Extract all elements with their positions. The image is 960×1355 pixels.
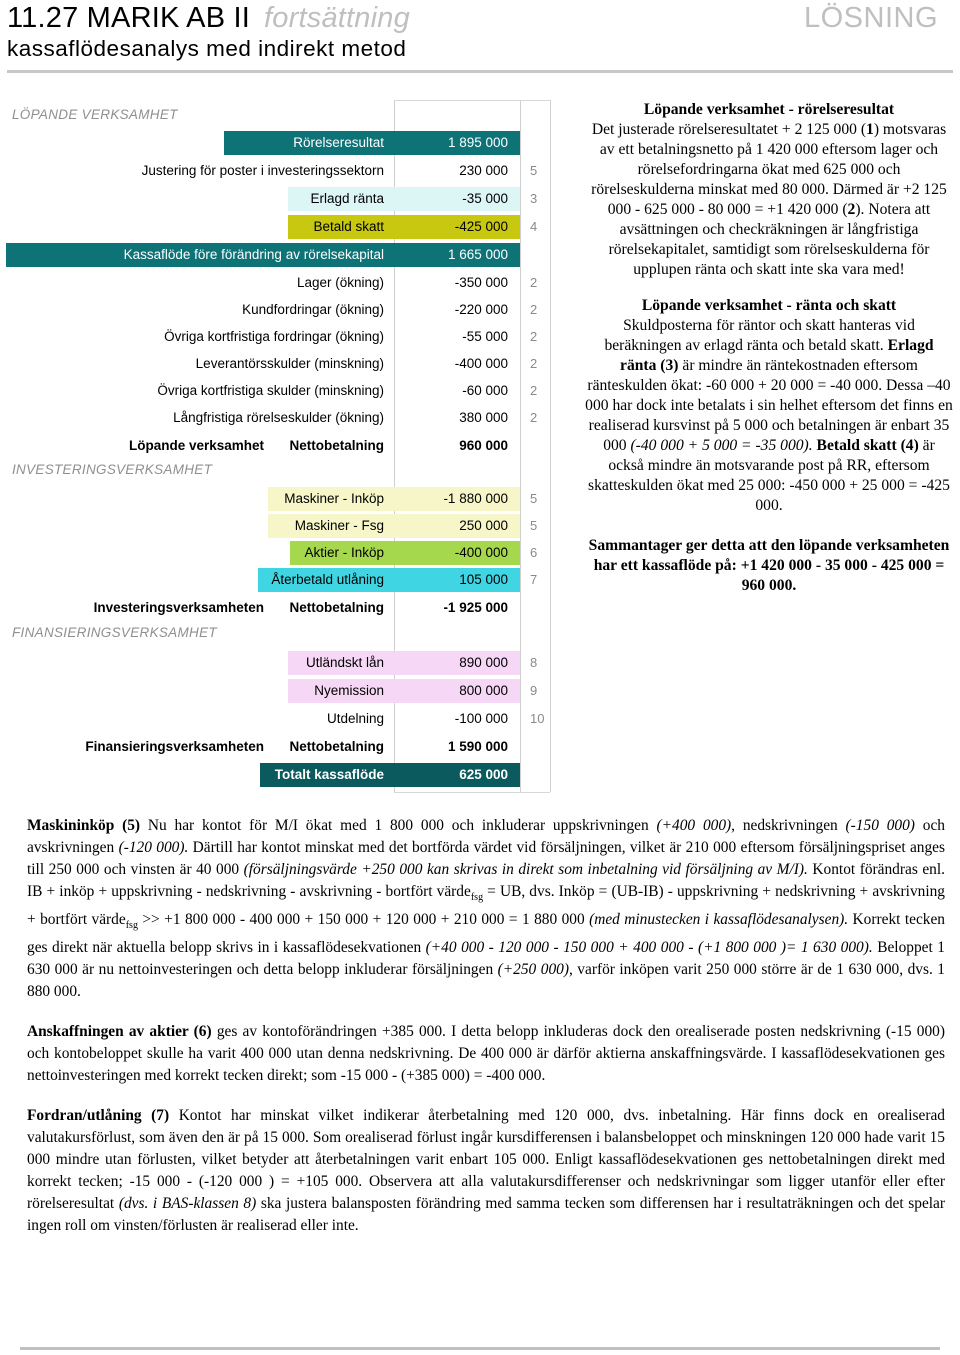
footer-divider (20, 1347, 940, 1350)
row-lager (0, 271, 550, 295)
total-sublabel: Nettobetalning (289, 600, 384, 615)
bold-term: Erlagd ränta (3) (620, 337, 934, 374)
row-ref: 8 (530, 655, 538, 670)
text: >> +1 800 000 - 400 000 + 150 000 + 120 000 + 210 000 = 1 880 000 (137, 911, 590, 929)
italic-calc: (-40 000 + 5 000 = -35 000). (630, 437, 813, 454)
row-value: 1 665 000 (447, 247, 508, 262)
italic-text: (med minustecken i kassaflödesanalysen). (589, 911, 849, 929)
row-ref: 5 (530, 491, 538, 506)
text: Det justerade rörelseresultatet + 2 125 000 ( (591, 121, 867, 138)
row-label: Utländskt lån (305, 655, 384, 670)
text: Därtill har kontot minskat med det bortförda värdet vid försäljningen, vilket är 210 000 eftersom försäljningspriset anges till 250 000 och vinsten är 40 000 (27, 839, 945, 878)
text: ) motsvaras av ett betalningsnetto på 1 420 000 eftersom lager och rörelsefordringarna ökat med 625 000 och rörelseskulderna minskat med 80 000. Därmed är +2 125 000 - 625 000 - 80 000 = +1 420 000 ( (591, 121, 947, 218)
row-kassaflode-fore (0, 243, 550, 267)
row-grand-total (0, 763, 550, 787)
row-ref: 4 (530, 219, 538, 234)
header-divider (7, 70, 953, 73)
row-ref: 2 (530, 410, 538, 425)
text: är också mindre än motsvarande post på RR, eftersom skatteskulden ökat med 25 000: -450 000 + 25 000 = -425 000. (588, 437, 950, 514)
text: ska justera balansposten förändring med samma tecken som differensen har i resultaträkningen och det spelar ingen roll om vinsten/förlusten är realiserad eller inte. (27, 1195, 946, 1235)
row-betald-skatt (0, 215, 550, 239)
row-label: Kassaflöde före förändring av rörelsekapital (123, 247, 384, 262)
row-nyemission (0, 679, 550, 703)
row-value: 250 000 (459, 518, 508, 533)
summary: Sammantager ger detta att den löpande verksamheten har ett kassaflöde på: +1 420 000 - 35 000 - 425 000 = 960 000. (588, 537, 950, 594)
cashflow-statement (0, 98, 560, 793)
paragraph-heading: Maskininköp (5) (27, 817, 141, 834)
paragraph-heading: Fordran/utlåning (7) (27, 1107, 170, 1125)
grid-line (394, 792, 550, 793)
text: Beloppet 1 630 000 är nu nettoinvesteringen och detta belopp inkluderar försäljningen (27, 939, 945, 979)
total-label: Totalt kassaflöde (274, 767, 384, 782)
row-leverantorsskulder (0, 352, 550, 376)
row-value: -100 000 (454, 711, 508, 726)
total-label: Löpande verksamhet (128, 438, 264, 453)
section-financing: FINANSIERINGSVERKSAMHET (12, 625, 217, 640)
grid-line (394, 100, 550, 101)
total-label: Finansieringsverksamheten (85, 739, 264, 754)
text: Korrekt tecken ges direkt när aktuella belopp skrivs in i kassaflödesekvationen (27, 911, 946, 957)
row-value: 890 000 (459, 655, 508, 670)
row-ref: 2 (530, 275, 538, 290)
paragraph-aktier (27, 1021, 945, 1087)
row-label: Lager (ökning) (296, 275, 384, 290)
row-ovriga-fordringar (0, 325, 550, 349)
paragraph-operating-result (585, 100, 953, 280)
row-label: Återbetald utlåning (271, 572, 384, 587)
row-value: 1 895 000 (447, 135, 508, 150)
row-label: Övriga kortfristiga fordringar (ökning) (164, 329, 384, 344)
row-label: Rörelseresultat (293, 135, 384, 150)
grid-line (550, 100, 551, 792)
row-langfristiga-skulder (0, 406, 550, 430)
text: och avskrivningen (27, 817, 945, 856)
row-utdelning (0, 707, 550, 731)
text: Nu har kontot för M/I ökat med 1 800 000 och inkluderar uppskrivningen (140, 817, 657, 834)
row-value: 800 000 (459, 683, 508, 698)
row-ref: 3 (530, 191, 538, 206)
row-label: Utdelning (326, 711, 384, 726)
total-sublabel: Nettobetalning (289, 438, 384, 453)
row-value: -220 000 (454, 302, 508, 317)
solution-label: LÖSNING (803, 2, 938, 34)
total-label: Investeringsverksamheten (93, 600, 264, 615)
row-ref: 10 (530, 711, 545, 726)
row-label: Övriga kortfristiga skulder (minskning) (157, 383, 384, 398)
subtitle: kassaflödesanalys med indirekt metod (7, 36, 407, 61)
row-ovriga-skulder (0, 379, 550, 403)
row-label: Leverantörsskulder (minskning) (195, 356, 384, 371)
total-value: -1 925 000 (443, 600, 508, 615)
exercise-title (7, 2, 410, 35)
row-aktier-inkop (0, 541, 550, 565)
row-label: Aktier - Inköp (304, 545, 384, 560)
row-label: Maskiner - Fsg (294, 518, 384, 533)
subscript: fsg (125, 920, 138, 932)
row-financing-total (0, 735, 550, 759)
row-kundfordringar (0, 298, 550, 322)
section-investing: INVESTERINGSVERKSAMHET (12, 462, 213, 477)
row-erlagd-ranta (0, 187, 550, 211)
ref-number: 1 (866, 121, 874, 138)
text: Kontot har minskat vilket indikerar återbetalning med 120 000, dvs. inbetalning. Här finns dock en orealiserad valutakursförlust, som även den är på 15 000. Som orealiserad förlust ingår kursdifferensen i balansbeloppet och minskningen 120 000 hade varit 15 000 mindre utan förlusten, vilket betyder att återbetalningen varit enbart 105 000. Enligt kassaflödesekvationen ges nettobetalningen direkt med korrekt tecken; -15 000 - (-120 000 ) = +105 000. Observera att alla valutakursdifferenser och nedskrivningar som ligger utanför eller efter rörelseresultat (27, 1107, 946, 1213)
row-label: Kundfordringar (ökning) (242, 302, 384, 317)
subscript: fsg (470, 892, 484, 904)
row-rorelseresultat (0, 131, 550, 155)
row-ref: 5 (530, 163, 538, 178)
total-value: 1 590 000 (447, 739, 508, 754)
total-sublabel: Nettobetalning (289, 739, 384, 754)
italic-text: (försäljningsvärde +250 000 kan skrivas in direkt som inbetalning vid försäljning av M/I). (243, 861, 808, 878)
right-explanation (585, 100, 953, 612)
paragraph-maskininkop (27, 815, 945, 1003)
page-header (0, 0, 960, 64)
row-ref: 2 (530, 383, 538, 398)
paragraph-heading: Anskaffningen av aktier (6) (27, 1023, 212, 1041)
row-label: Nyemission (314, 683, 384, 698)
row-label: Erlagd ränta (310, 191, 384, 206)
row-ref: 7 (530, 572, 538, 587)
italic-text: (-120 000). (118, 839, 189, 856)
italic-text: (+400 000), (656, 817, 735, 834)
row-value: -1 880 000 (443, 491, 508, 506)
bold-term: Betald skatt (4) (812, 437, 919, 454)
text: ). Notera att avsättningen och checkräkningen är långfristiga rörelsekapitalet, samtidigt som rörelseskulderna för upplupen ränta och skatt inte ska vara med! (608, 201, 931, 278)
row-label: Maskiner - Inköp (284, 491, 384, 506)
paragraph-heading: Löpande verksamhet - rörelseresultat (643, 101, 895, 118)
italic-text: (+250 000), (497, 961, 573, 979)
bottom-explanation (27, 815, 945, 1255)
row-label: Justering för poster i investeringssektorn (141, 163, 384, 178)
row-ref: 2 (530, 302, 538, 317)
text: = UB, dvs. Inköp = (UB-IB) - uppskrivning + nedskrivning + avskrivning + bortfört värde (27, 883, 945, 929)
row-ref: 2 (530, 356, 538, 371)
section-operating: LÖPANDE VERKSAMHET (12, 107, 178, 122)
row-value: 230 000 (459, 163, 508, 178)
row-value: -400 000 (454, 545, 508, 560)
text: är mindre än räntekostnaden eftersom ränteskulden ökat: -60 000 + 20 000 = -40 000. Dessa –40 000 har dock inte betalats i sin helhet eftersom det finns en realiserad kursvinst på 5 000 och betalningen är enbart 35 000 (585, 357, 953, 454)
italic-text: (-150 000) (845, 817, 915, 834)
total-value: 625 000 (459, 767, 508, 782)
row-ref: 9 (530, 683, 538, 698)
text: Skuldposterna för räntor och skatt hanteras vid beräkningen av erlagd ränta och betald skatt. (604, 317, 915, 354)
row-operating-total (0, 434, 550, 458)
text: nedskrivningen (735, 817, 846, 834)
row-value: 380 000 (459, 410, 508, 425)
row-value: -425 000 (454, 219, 508, 234)
paragraph-heading: Löpande verksamhet - ränta och skatt (641, 297, 897, 314)
ref-number: 2 (847, 201, 856, 218)
row-value: -350 000 (454, 275, 508, 290)
row-label: Betald skatt (313, 219, 384, 234)
row-value: -35 000 (462, 191, 508, 206)
row-maskiner-fsg (0, 514, 550, 538)
text: Kontot förändras enl. IB + inköp + uppskrivning - nedskrivning - avskrivning - bortfört värde (27, 861, 945, 900)
row-maskiner-inkop (0, 487, 550, 511)
row-justering (0, 159, 550, 183)
row-ref: 2 (530, 329, 538, 344)
italic-text: (+40 000 - 120 000 - 150 000 + 400 000 - (+1 800 000 )= 1 630 000). (425, 939, 873, 957)
paragraph-fordran (27, 1105, 945, 1237)
paragraph-interest-tax (585, 296, 953, 516)
title-text: 11.27 MARIK AB II (7, 2, 251, 34)
text: varför inköpen varit 250 000 större är de 1 630 000, dvs. 1 880 000. (27, 961, 945, 1001)
row-label: Långfristiga rörelseskulder (ökning) (173, 410, 384, 425)
text: ges av kontoförändringen +385 000. I detta belopp inkluderas dock den orealiserade posten nedskrivning (-15 000) och kontobeloppet skulle ha varit 400 000 utan denna nedskrivning. De 400 000 är därför aktierna anskaffningsvärde. I kassaflödesekvationen ges nettoinvesteringen med korrekt tecken direkt; som -15 000 - (+385 000) = -400 000. (27, 1023, 945, 1085)
row-ref: 5 (530, 518, 538, 533)
row-value: -60 000 (462, 383, 508, 398)
row-value: -400 000 (454, 356, 508, 371)
continuation-text: fortsättning (264, 2, 410, 34)
row-value: -55 000 (462, 329, 508, 344)
row-utlandskt-lan (0, 651, 550, 675)
total-value: 960 000 (459, 438, 508, 453)
row-aterbetald-utlaning (0, 568, 550, 592)
row-ref: 6 (530, 545, 538, 560)
row-investing-total (0, 596, 550, 620)
italic-text: (dvs. i BAS-klassen 8) (118, 1195, 257, 1213)
row-value: 105 000 (459, 572, 508, 587)
